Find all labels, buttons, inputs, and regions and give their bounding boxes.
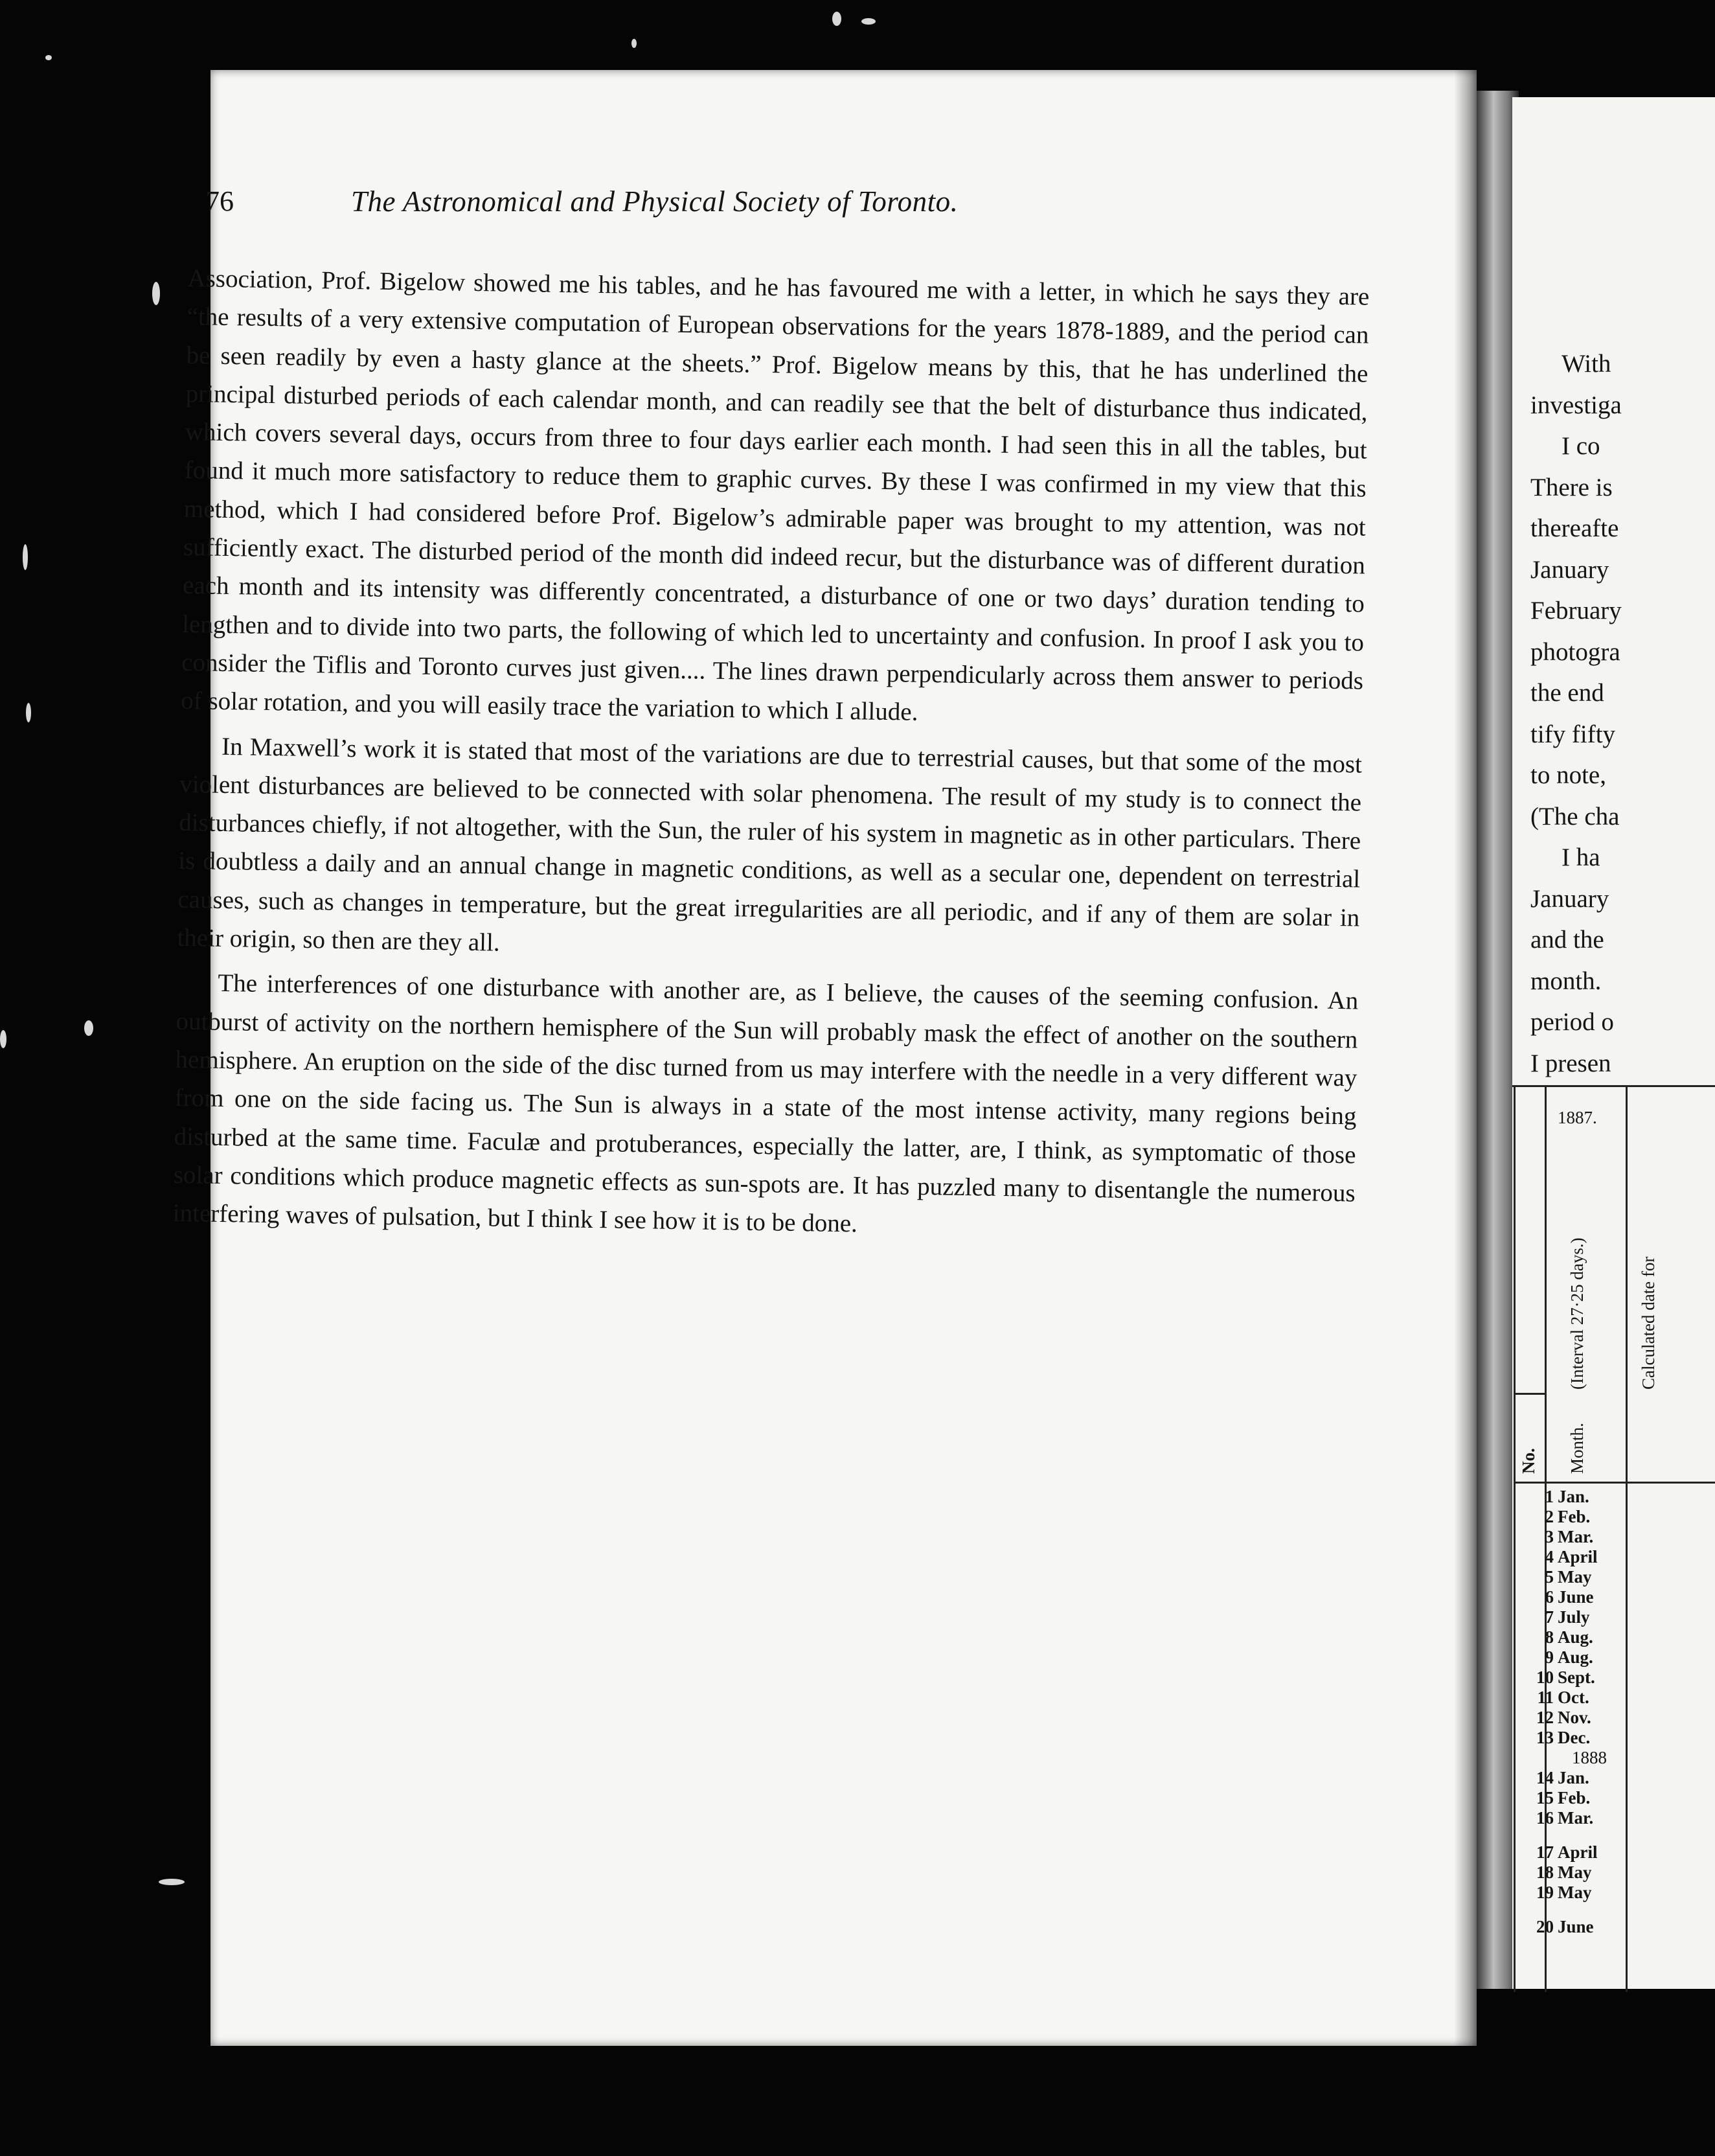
table-row-month: Sept. <box>1558 1668 1595 1687</box>
table-row-month: Jan. <box>1558 1487 1589 1506</box>
right-page-text-line: I presen <box>1530 1049 1611 1077</box>
table-col-no-heading: No. <box>1519 1448 1538 1474</box>
paragraph: Association, Prof. Bigelow showed me his tables, and he has favoured me with a letter, in which he says they are “the results of a very extensive computation of European observations for the years 1878-1889, and the period can be seen readily by even a hasty glance at the sheets.” Prof. Bigelow means by this, that he has underlined the principal disturbed periods of each calendar month, and can readily see that the belt of disturbance thus indicated, which covers several days, occurs from three to four days earlier each month. I had seen this in all the tables, but found it much more satisfactory to reduce them to graphic curves. By these I was confirmed in my view that this method, which I had considered before Prof. Bigelow’s admirable paper was brought to my attention, was not sufficiently exact. The disturbed period of the month did indeed recur, but the disturbance was of different duration each month and its intensity was differently concentrated, a disturbance of one or two days’ duration tending to lengthen and to divide into two parts, the following of which led to uncertainty and confusion. In proof I ask you to consider the Tiflis and Toronto curves just given.... The lines drawn perpendicularly across them answer to periods of solar rotation, and you will easily trace the variation to which I allude. <box>180 264 1370 727</box>
right-page-text-line: I co <box>1562 432 1600 460</box>
page-number: 76 <box>205 185 234 217</box>
table-row <box>1519 1708 1650 1728</box>
table-row-number: 7 <box>1545 1607 1554 1627</box>
right-page-text <box>1530 343 1622 1084</box>
table-row <box>1519 1647 1650 1668</box>
right-page-text-line: photogra <box>1530 637 1620 666</box>
table-row-month: April <box>1558 1547 1598 1566</box>
table-row-number: 17 <box>1536 1842 1554 1862</box>
table-row-number: 12 <box>1536 1708 1554 1727</box>
table-row-number: 13 <box>1536 1728 1554 1747</box>
table-row-number: 8 <box>1545 1627 1554 1647</box>
paragraph: The interferences of one disturbance with another are, as I believe, the causes of the seeming confusion. An outburst of activity on the northern hemisphere of the Sun will probably mask the effect of another on the southern hemisphere. An eruption on the side of the disc turned from us may interfere with the needle in a very different way from one on the side facing us. The Sun is always in a state of the most intense activity, many regions being disturbed at the same time. Faculæ and protuberances, especially the latter, are, I think, as symptomatic of those solar conditions which produce magnetic effects as sun-spots are. It has puzzled many to disentangle the numerous interfering waves of pulsation, but I think I see how it is to be done. <box>172 969 1359 1238</box>
right-page-text-line: to note, <box>1530 761 1606 789</box>
right-page-text-line: February <box>1530 597 1622 625</box>
table-row <box>1519 1842 1650 1863</box>
table-row-number: 10 <box>1536 1668 1554 1687</box>
table-row <box>1519 1668 1650 1688</box>
table-row <box>1519 1487 1650 1507</box>
table-row-month: June <box>1558 1587 1594 1607</box>
table-row-month: May <box>1558 1567 1592 1587</box>
right-page-text-line: period o <box>1530 1008 1614 1036</box>
table-row-month: Mar. <box>1558 1808 1594 1828</box>
scan-speck <box>26 703 31 722</box>
table-row <box>1519 1627 1650 1647</box>
table-row-number: 3 <box>1545 1527 1554 1546</box>
table-row-number <box>1519 1748 1558 1768</box>
running-title: The Astronomical and Physical Society of Toronto. <box>351 185 959 218</box>
table-row <box>1519 1917 1650 1937</box>
table-row <box>1519 1748 1650 1768</box>
table-row <box>1519 1768 1650 1788</box>
table-row <box>1519 1547 1650 1567</box>
scan-speck <box>159 1879 185 1885</box>
scan-speck <box>23 544 28 570</box>
table-row-month: Jan. <box>1558 1768 1589 1787</box>
table-row-month: 1888 <box>1572 1748 1607 1767</box>
table-row-month: July <box>1558 1607 1590 1627</box>
table-row <box>1519 1607 1650 1627</box>
table-row-number: 20 <box>1536 1917 1554 1936</box>
right-page-text-line: There is <box>1530 473 1613 501</box>
table-year-heading: 1887. <box>1558 1108 1597 1127</box>
body-text <box>172 259 1369 1251</box>
right-page-text-line: I ha <box>1562 843 1600 871</box>
table-row-month: Feb. <box>1558 1507 1591 1526</box>
table-row-month: Aug. <box>1558 1647 1593 1667</box>
right-page-text-line: January <box>1530 555 1609 584</box>
table-row-number: 15 <box>1536 1788 1554 1807</box>
table-interval-heading: (Interval 27·25 days.) <box>1567 1237 1587 1390</box>
table-row <box>1519 1728 1650 1748</box>
table-col-month-heading: Month. <box>1567 1423 1587 1474</box>
right-page-text-line: tify fifty <box>1530 720 1616 748</box>
right-page-text-line: and the <box>1530 926 1604 954</box>
table-row-month: May <box>1558 1883 1592 1902</box>
right-page-text-line: (The cha <box>1530 802 1620 831</box>
table-row <box>1519 1863 1650 1883</box>
table-row-number: 4 <box>1545 1547 1554 1566</box>
right-page-text-line: investiga <box>1530 391 1622 419</box>
table-row-month: April <box>1558 1842 1598 1862</box>
table-header-rule <box>1514 1393 1545 1395</box>
table-row-month: Aug. <box>1558 1627 1593 1647</box>
scan-speck <box>861 18 876 25</box>
table-row <box>1519 1587 1650 1607</box>
table-row <box>1519 1883 1650 1903</box>
right-page-text-line: the end <box>1530 679 1604 707</box>
table-row-number: 1 <box>1545 1487 1554 1506</box>
table-row <box>1519 1527 1650 1547</box>
table-row-month: Oct. <box>1558 1688 1589 1707</box>
table-row <box>1519 1507 1650 1527</box>
scan-speck <box>631 39 637 48</box>
paragraph: In Maxwell’s work it is stated that most of the variations are due to terrestrial causes, but that some of the most violent disturbances are believed to be connected with solar phenomena. The result of my study is to connect the disturbances chiefly, if not altogether, with the Sun, the ruler of his system in magnetic as in other particulars. There is doubtless a daily and an annual change in magnetic conditions, as well as a secular one, dependent on terrestrial causes, such as changes in temperature, but the great irregularities are all periodic, and if any of them are solar in their origin, so then are they all. <box>177 732 1363 957</box>
scan-speck <box>84 1020 93 1036</box>
table-row <box>1519 1788 1650 1808</box>
table-row-number: 2 <box>1545 1507 1554 1526</box>
table-row-month: Dec. <box>1558 1728 1591 1747</box>
table-row-number: 16 <box>1536 1808 1554 1828</box>
right-page-text-line: month. <box>1530 967 1602 995</box>
scan-speck <box>152 282 160 305</box>
table-row-month: May <box>1558 1863 1592 1882</box>
table-row-number: 11 <box>1537 1688 1554 1707</box>
table-row-month: Mar. <box>1558 1527 1594 1546</box>
table-top-rule <box>1512 1085 1715 1087</box>
table-row-month: Nov. <box>1558 1708 1591 1727</box>
table-row-number: 19 <box>1536 1883 1554 1902</box>
table-row-number: 5 <box>1545 1567 1554 1587</box>
table-row <box>1519 1808 1650 1828</box>
scan-speck <box>45 55 52 60</box>
table-row-number: 18 <box>1536 1863 1554 1882</box>
table-header-rule <box>1514 1482 1715 1484</box>
table-row-number: 9 <box>1545 1647 1554 1667</box>
table-column-rule <box>1514 1085 1516 1992</box>
running-head <box>205 185 1216 236</box>
right-page <box>1512 97 1715 1989</box>
table-row-month: June <box>1558 1917 1594 1936</box>
page-edge-shadow <box>1454 70 1477 2046</box>
table-row-month: Feb. <box>1558 1788 1591 1807</box>
table-row <box>1519 1688 1650 1708</box>
scan-speck <box>832 12 841 26</box>
table-calculated-date-heading: Calculated date for <box>1639 1256 1658 1390</box>
right-page-text-line: January <box>1530 884 1609 913</box>
table-row-number: 6 <box>1545 1587 1554 1607</box>
right-page-text-line: With <box>1562 350 1611 378</box>
table-row <box>1519 1567 1650 1587</box>
right-page-table <box>1512 1085 1715 1992</box>
scan-speck <box>0 1030 6 1048</box>
table-rows <box>1519 1487 1650 1937</box>
table-row-number: 14 <box>1536 1768 1554 1787</box>
right-page-text-line: thereafte <box>1530 514 1619 542</box>
